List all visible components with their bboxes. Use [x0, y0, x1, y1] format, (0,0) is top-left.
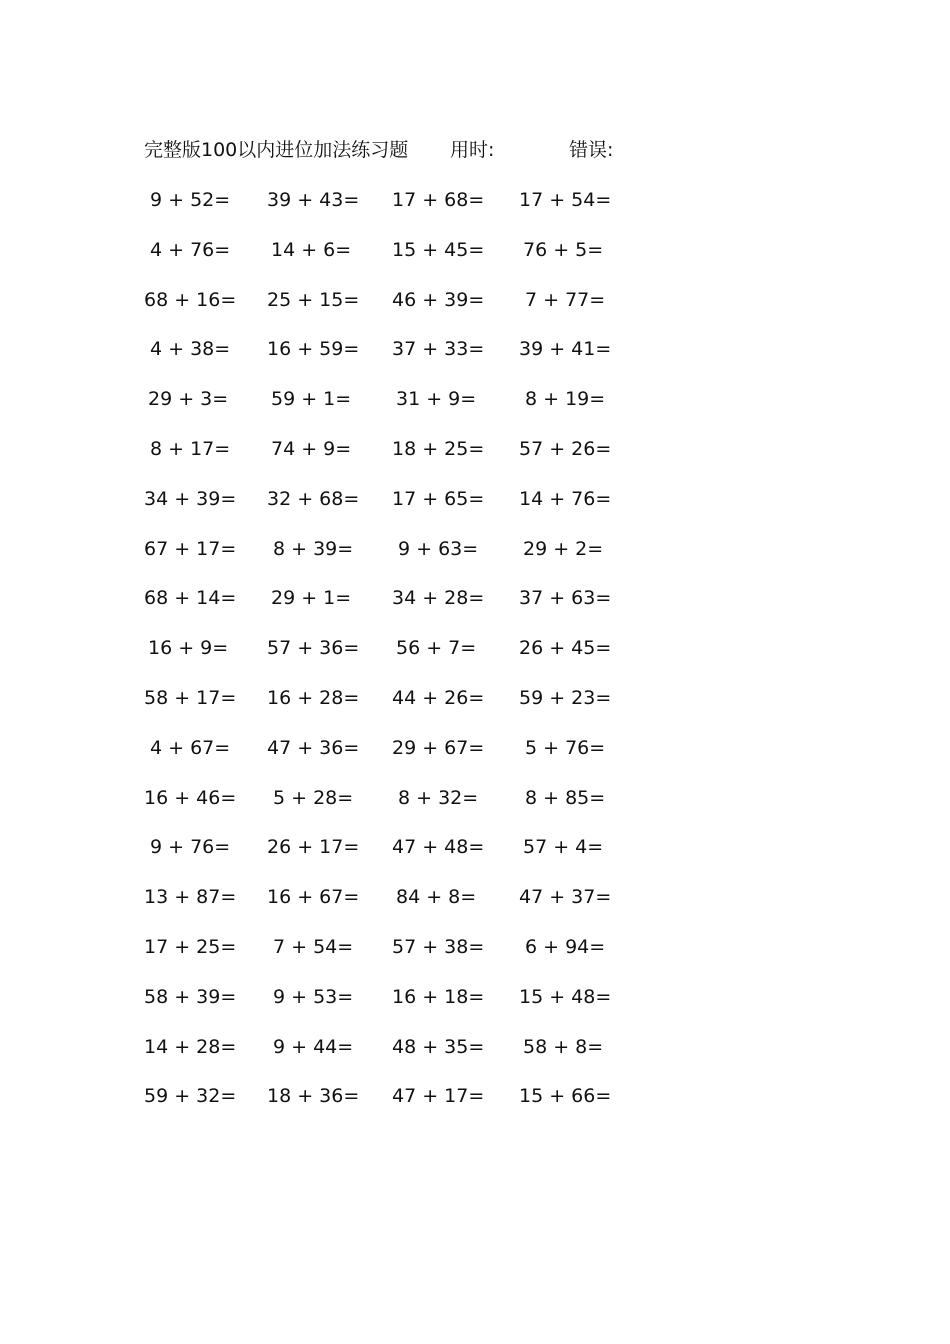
problem-row: [144, 884, 644, 934]
problem-row: [144, 585, 644, 635]
problem-item: 9 + 52=: [150, 189, 231, 211]
problem-item: 47 + 36=: [267, 736, 360, 759]
problem-item: 6 + 94=: [525, 935, 606, 958]
problem-item: 46 + 39=: [392, 288, 485, 311]
problem-row: [144, 536, 644, 586]
problem-item: 39 + 43=: [267, 189, 360, 211]
problem-item: 26 + 45=: [519, 637, 612, 660]
problem-row: [144, 287, 644, 337]
problem-item: 17 + 68=: [392, 189, 485, 211]
problem-item: 57 + 38=: [392, 935, 485, 958]
problem-item: 9 + 63=: [398, 537, 479, 560]
problem-item: 59 + 1=: [271, 388, 352, 411]
problem-row: [144, 486, 644, 536]
problem-item: 58 + 39=: [144, 985, 237, 1008]
problem-item: 47 + 48=: [392, 836, 485, 859]
problem-item: 5 + 76=: [525, 736, 606, 759]
problem-item: 68 + 14=: [144, 587, 237, 610]
problem-item: 29 + 2=: [523, 537, 604, 560]
problem-row: [144, 436, 644, 486]
problem-item: 47 + 17=: [392, 1085, 485, 1108]
problem-item: 14 + 76=: [519, 487, 612, 510]
error-label: 错误:: [569, 139, 614, 161]
problem-item: 7 + 77=: [525, 288, 606, 311]
problem-row: [144, 984, 644, 1034]
problem-row: [144, 386, 644, 436]
problem-item: 18 + 25=: [392, 437, 485, 460]
problem-item: 57 + 26=: [519, 437, 612, 460]
problem-item: 57 + 4=: [523, 836, 604, 859]
problem-item: 9 + 53=: [273, 985, 354, 1008]
problem-item: 16 + 28=: [267, 686, 360, 709]
problem-item: 7 + 54=: [273, 935, 354, 958]
problem-item: 16 + 59=: [267, 338, 360, 361]
problem-item: 17 + 25=: [144, 935, 237, 958]
problem-row: [144, 635, 644, 685]
problem-item: 59 + 32=: [144, 1085, 237, 1108]
problem-item: 14 + 28=: [144, 1035, 237, 1058]
problem-item: 26 + 17=: [267, 836, 360, 859]
problem-item: 14 + 6=: [271, 238, 352, 261]
problem-item: 4 + 67=: [150, 736, 231, 759]
problem-item: 39 + 41=: [519, 338, 612, 361]
problem-item: 15 + 48=: [519, 985, 612, 1008]
problem-row: [144, 785, 644, 835]
problem-item: 25 + 15=: [267, 288, 360, 311]
time-label: 用时:: [450, 139, 495, 161]
problem-item: 13 + 87=: [144, 886, 237, 909]
problem-item: 59 + 23=: [519, 686, 612, 709]
problem-item: 37 + 63=: [519, 587, 612, 610]
problem-row: [144, 834, 644, 884]
problem-item: 68 + 16=: [144, 288, 237, 311]
problem-row: [144, 934, 644, 984]
worksheet-title: 完整版100以内进位加法练习题: [144, 139, 409, 161]
problem-row: [144, 685, 644, 735]
problem-item: 56 + 7=: [396, 637, 477, 660]
problem-item: 29 + 1=: [271, 587, 352, 610]
problem-item: 15 + 45=: [392, 238, 485, 261]
problem-row: [144, 336, 644, 386]
problem-item: 34 + 39=: [144, 487, 237, 510]
problem-item: 47 + 37=: [519, 886, 612, 909]
problem-item: 29 + 67=: [392, 736, 485, 759]
problem-item: 76 + 5=: [523, 238, 604, 261]
problem-item: 57 + 36=: [267, 637, 360, 660]
problem-item: 4 + 76=: [150, 238, 231, 261]
problem-item: 9 + 44=: [273, 1035, 354, 1058]
problem-item: 31 + 9=: [396, 388, 477, 411]
problem-item: 34 + 28=: [392, 587, 485, 610]
problem-item: 17 + 54=: [519, 189, 612, 211]
problem-item: 58 + 17=: [144, 686, 237, 709]
problem-item: 8 + 17=: [150, 437, 231, 460]
problem-grid: [144, 187, 644, 1133]
problem-item: 37 + 33=: [392, 338, 485, 361]
problem-item: 9 + 76=: [150, 836, 231, 859]
problem-row: [144, 735, 644, 785]
problem-row: [144, 1083, 644, 1133]
problem-item: 16 + 67=: [267, 886, 360, 909]
problem-item: 18 + 36=: [267, 1085, 360, 1108]
problem-item: 32 + 68=: [267, 487, 360, 510]
problem-row: [144, 1034, 644, 1084]
problem-item: 84 + 8=: [396, 886, 477, 909]
problem-item: 15 + 66=: [519, 1085, 612, 1108]
problem-item: 8 + 19=: [525, 388, 606, 411]
problem-item: 16 + 18=: [392, 985, 485, 1008]
problem-item: 17 + 65=: [392, 487, 485, 510]
problem-item: 4 + 38=: [150, 338, 231, 361]
problem-row: [144, 237, 644, 287]
problem-item: 8 + 32=: [398, 786, 479, 809]
problem-item: 74 + 9=: [271, 437, 352, 460]
problem-item: 16 + 9=: [148, 637, 229, 660]
problem-item: 29 + 3=: [148, 388, 229, 411]
problem-row: [144, 187, 644, 237]
problem-item: 48 + 35=: [392, 1035, 485, 1058]
problem-item: 16 + 46=: [144, 786, 237, 809]
problem-item: 67 + 17=: [144, 537, 237, 560]
problem-item: 8 + 39=: [273, 537, 354, 560]
problem-item: 5 + 28=: [273, 786, 354, 809]
problem-item: 44 + 26=: [392, 686, 485, 709]
problem-item: 8 + 85=: [525, 786, 606, 809]
problem-item: 58 + 8=: [523, 1035, 604, 1058]
